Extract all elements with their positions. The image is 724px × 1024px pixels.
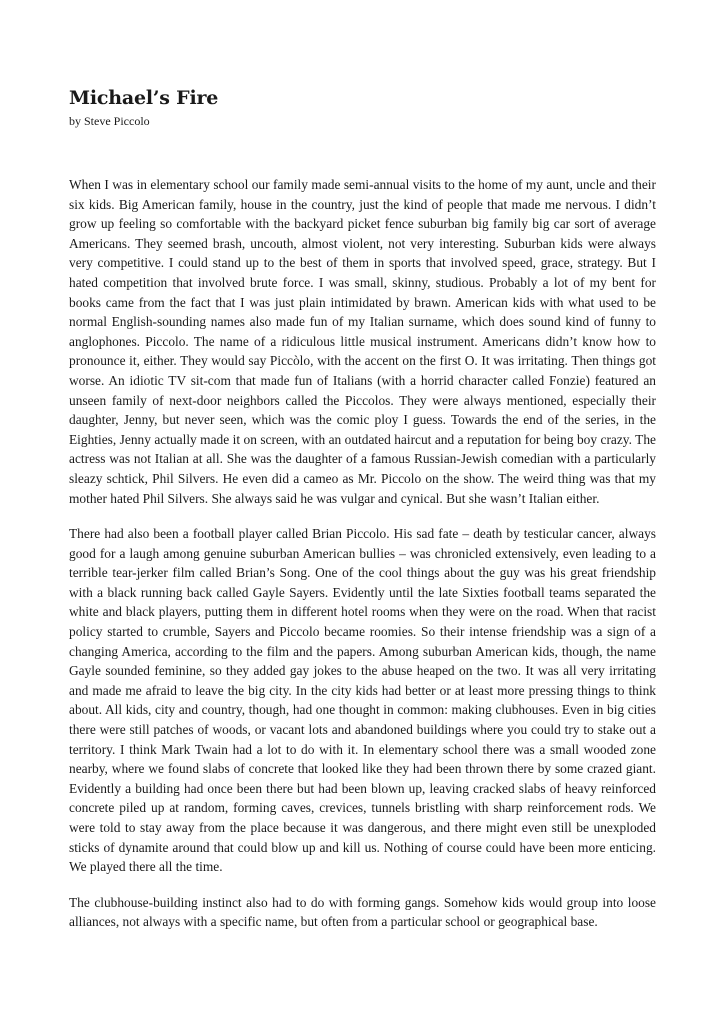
document-title: Michael’s Fire bbox=[69, 87, 219, 109]
document-body bbox=[69, 175, 656, 948]
paragraph-3: The clubhouse-building instinct also had to do with forming gangs. Somehow kids would group into loose alliances, not always with a specific name, but often from a particular school or geographical base. bbox=[69, 894, 656, 930]
paragraph-2: There had also been a football player called Brian Piccolo. His sad fate – death by testicular cancer, always good for a laugh among genuine suburban American bullies – was chronicled extensively, even leading to a terrible tear-jerker film called Brian’s Song. One of the cool things about the guy was his great friendship with a black running back called Gayle Sayers. Evidently until the late Sixties football teams separated the white and black players, putting them in different hotel rooms when they were on the road. When that racist policy started to crumble, Sayers and Piccolo became roomies. So their intense friendship was a sign of a changing America, according to the film and the papers. Among suburban American kids, though, the name Gayle sounded feminine, so they added gay jokes to the abuse heaped on the two. It was all very irritating and made me afraid to leave the big city. In the city kids had better or at least more pressing things to think about. All kids, city and country, though, had one thought in common: making clubhouses. Even in big cities there were still patches of woods, or vacant lots and abandoned buildings where you could try to stake out a territory. I think Mark Twain had a lot to do with it. In elementary school there was a small wooded zone nearby, where we found slabs of concrete that looked like they had been thrown there by some crazed giant. Evidently a building had once been there but had been blown up, leaving cracked slabs of heavy reinforced concrete piled up at random, forming caves, crevices, tunnels bristling with sharp reinforcement rods. We were told to stay away from the place because it was dangerous, and there might even still be unexploded sticks of dynamite around that could blow up and kill us. Nothing of course could have been more enticing. We played there all the time. bbox=[69, 526, 656, 875]
document-byline: by Steve Piccolo bbox=[69, 114, 150, 128]
paragraph-1: When I was in elementary school our family made semi-annual visits to the home of my aunt, uncle and their six kids. Big American family, house in the country, just the kind of people that made me nervous. I didn’t grow up feeling so comfortable with the backyard picket fence suburban big family big car sort of average Americans. They seemed brash, uncouth, almost violent, not very interesting. Suburban kids were always very competitive. I could stand up to the best of them in sports that involved speed, grace, strategy. But I hated competition that involved brute force. I was small, skinny, studious. Probably a lot of my bent for books came from the fact that I was just plain intimidated by brawn. American kids with what used to be normal English-sounding names also made fun of my Italian surname, which does sound kind of funny to anglophones. Piccolo. The name of a ridiculous little musical instrument. Americans didn’t know how to pronounce it, either. They would say Piccòlo, with the accent on the first O. It was irritating. Then things got worse. An idiotic TV sit-com that made fun of Italians (with a horrid character called Fonzie) featured an unseen family of next-door neighbors called the Piccolos. They were always mentioned, especially their daughter, Jenny, but never seen, which was the comic ploy I guess. Towards the end of the series, in the Eighties, Jenny actually made it on screen, with an outdated haircut and a reputation for being boy crazy. The actress was not Italian at all. She was the daughter of a famous Russian-Jewish comedian with a particularly sleazy schtick, Phil Silvers. He even did a cameo as Mr. Piccolo on the show. The weird thing was that my mother hated Phil Silvers. She always said he was vulgar and cynical. But she wasn’t Italian either. bbox=[69, 177, 656, 506]
